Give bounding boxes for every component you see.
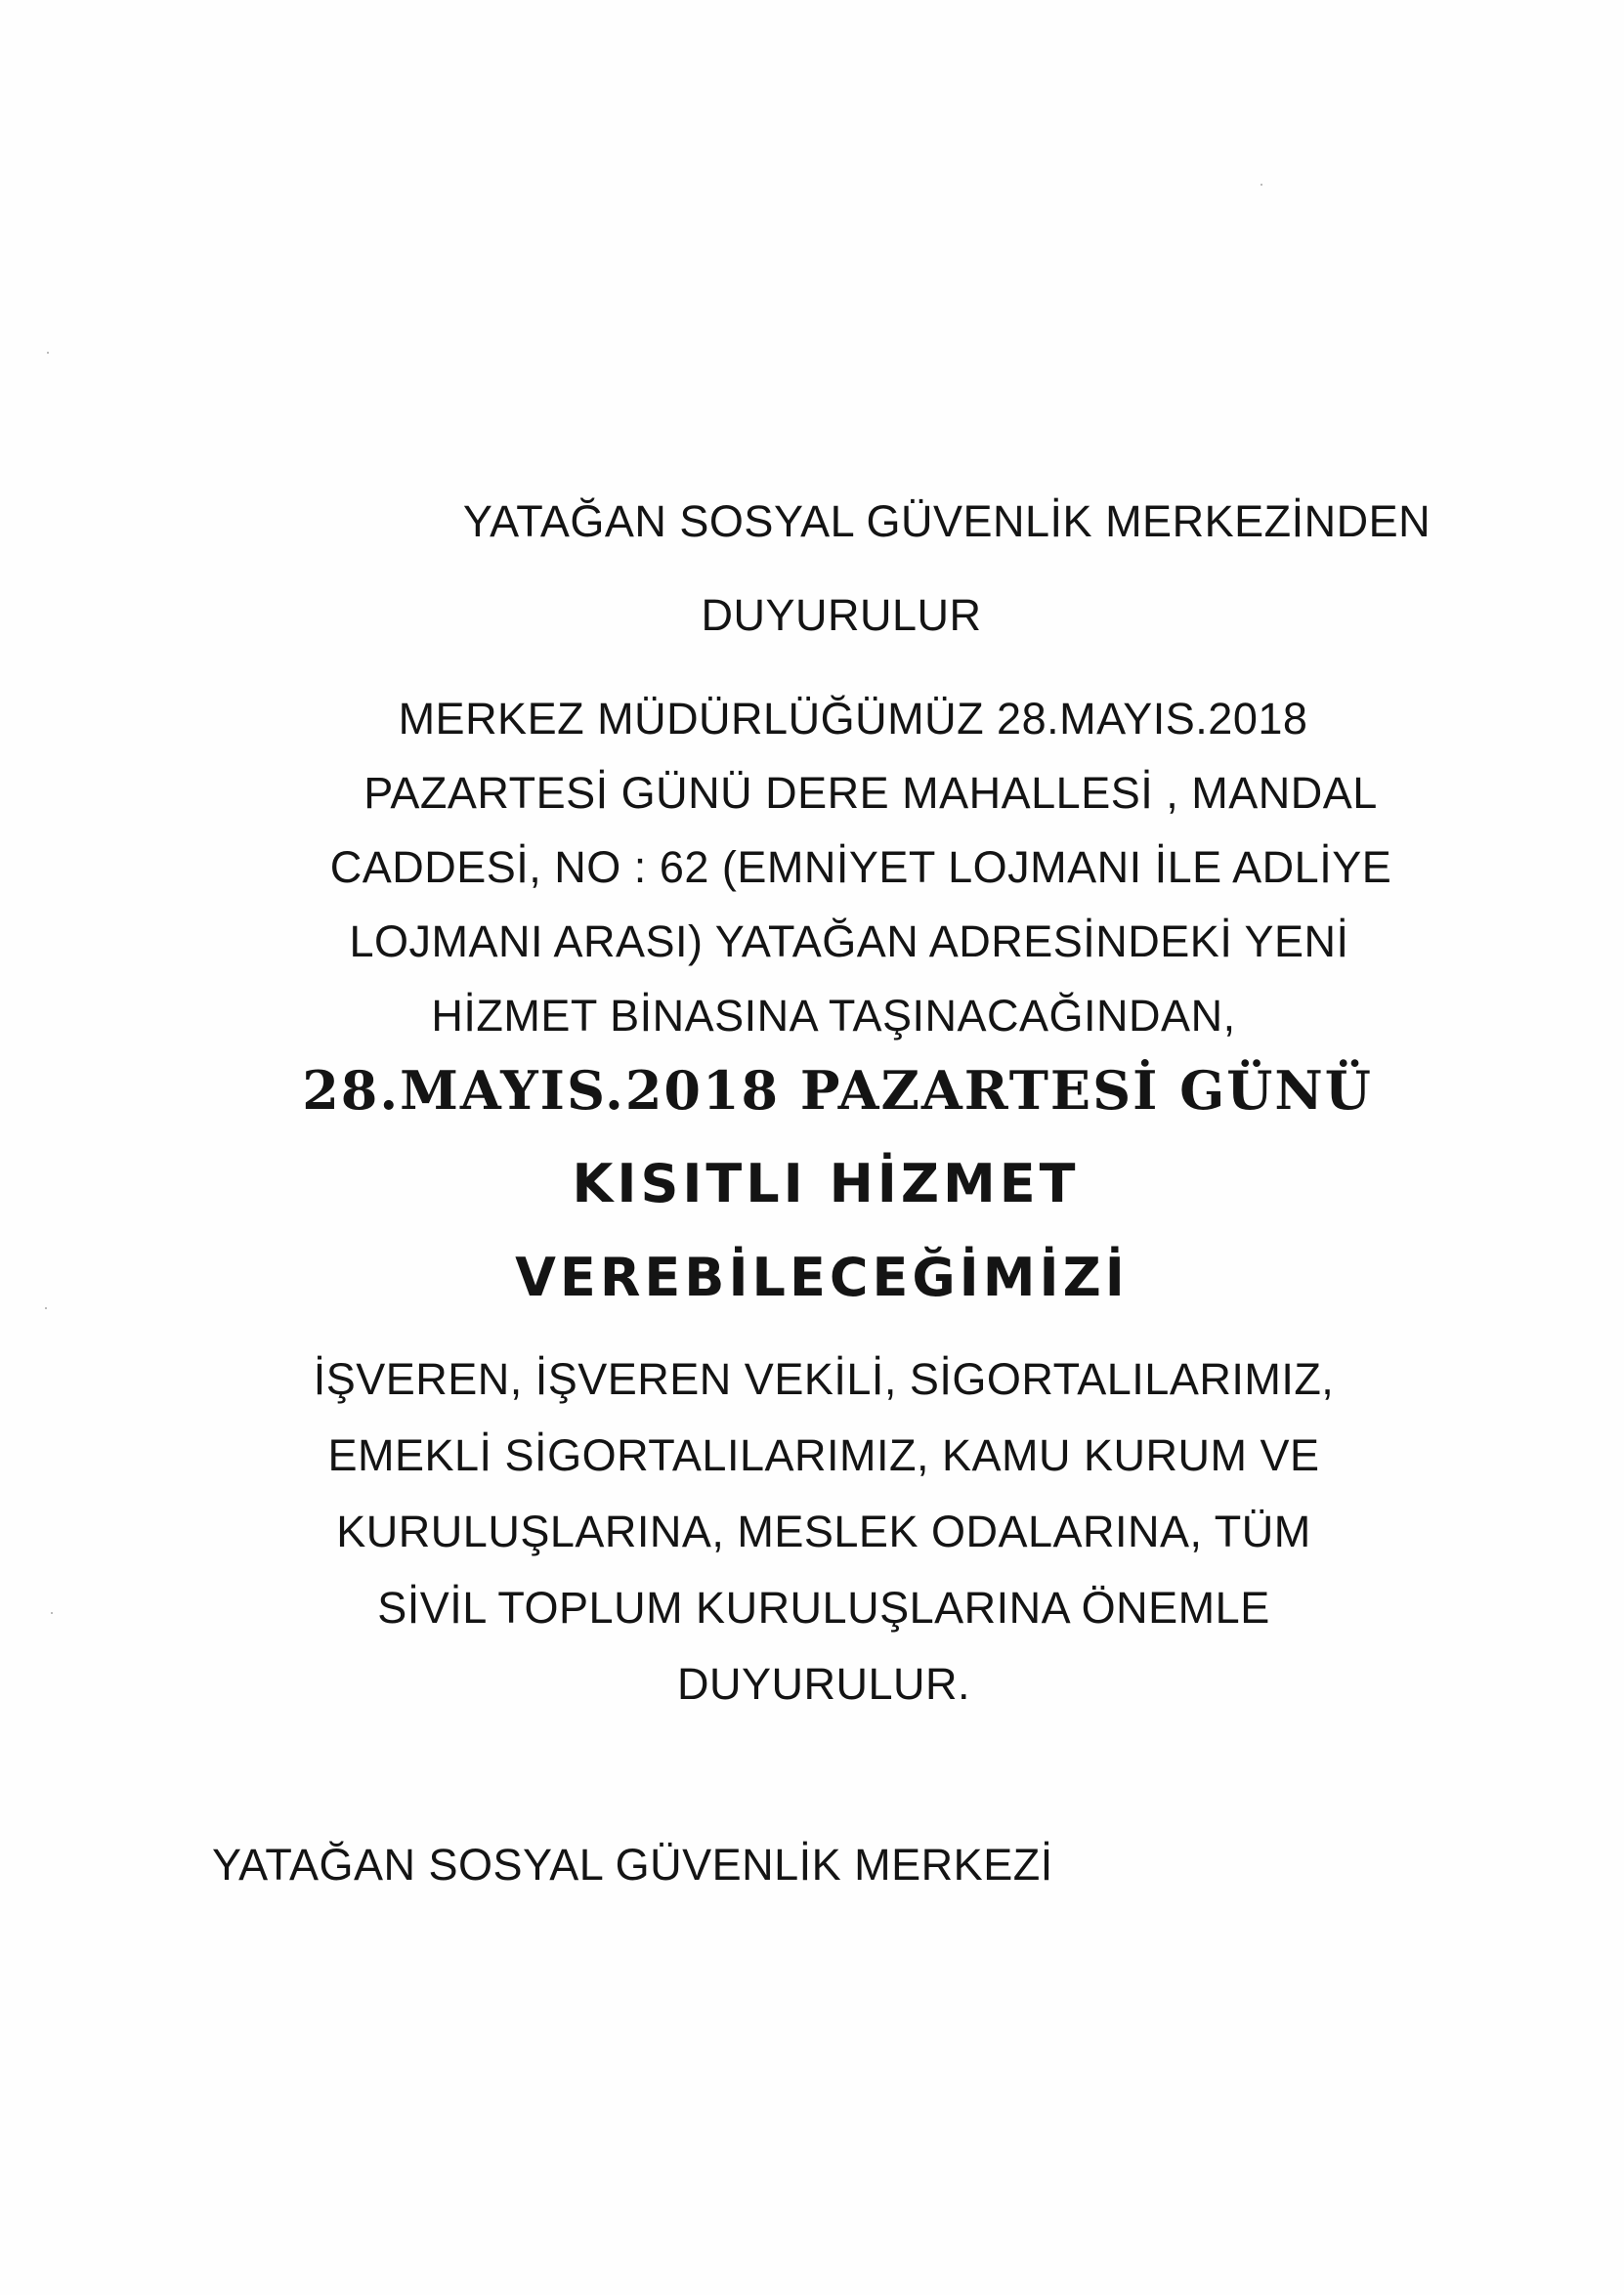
body-line: LOJMANI ARASI) YATAĞAN ADRESİNDEKİ YENİ [349,916,1349,966]
signature-line: YATAĞAN SOSYAL GÜVENLİK MERKEZİ [212,1840,1053,1890]
scan-speck [47,352,49,354]
notice-subheading: DUYURULUR [701,590,982,640]
emphasis-date: 28.MAYIS.2018 PAZARTESİ GÜNÜ [302,1059,1373,1122]
audience-line: KURULUŞLARINA, MESLEK ODALARINA, TÜM [336,1507,1311,1556]
body-line: PAZARTESİ GÜNÜ DERE MAHALLESİ , MANDAL [363,768,1378,818]
emphasis-line: KISITLI HİZMET [572,1153,1080,1214]
scan-speck [45,1307,47,1309]
body-line: HİZMET BİNASINA TAŞINACAĞINDAN, [431,991,1236,1041]
notice-heading: YATAĞAN SOSYAL GÜVENLİK MERKEZİNDEN [462,496,1432,546]
body-line: CADDESİ, NO : 62 (EMNİYET LOJMANI İLE ADLİYE [329,842,1392,892]
scan-speck [51,1612,53,1614]
scan-speck [1261,184,1262,186]
audience-line: SİVİL TOPLUM KURULUŞLARINA ÖNEMLE [377,1583,1270,1633]
audience-line: DUYURULUR. [676,1659,971,1709]
body-line: MERKEZ MÜDÜRLÜĞÜMÜZ 28.MAYIS.2018 [398,694,1308,744]
emphasis-line: VEREBİLECEĞİMİZİ [515,1247,1129,1308]
audience-line: İŞVEREN, İŞVEREN VEKİLİ, SİGORTALILARIMIZ, [313,1354,1335,1404]
audience-line: EMEKLİ SİGORTALILARIMIZ, KAMU KURUM VE [327,1430,1320,1480]
